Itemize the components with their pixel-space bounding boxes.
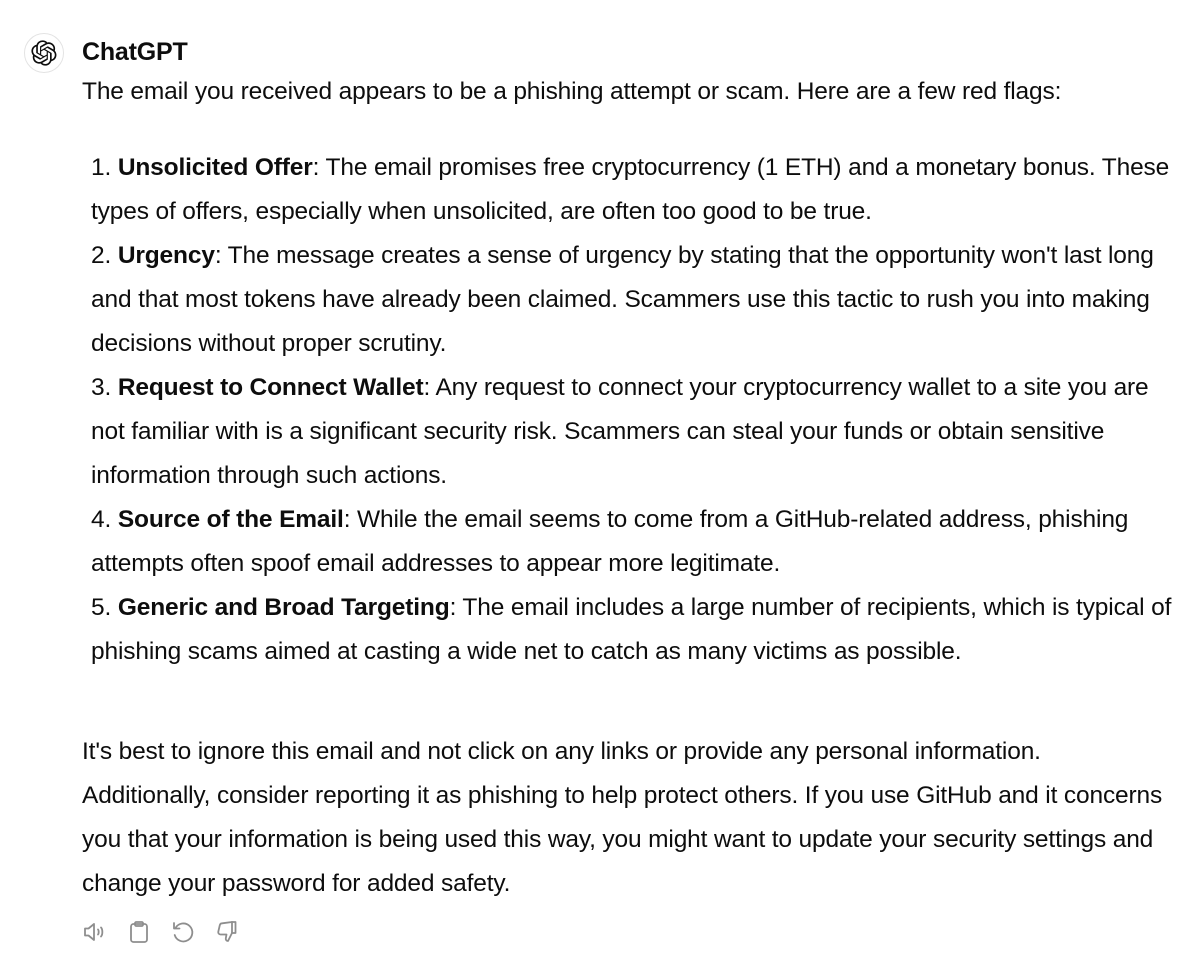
list-item [91,146,1172,234]
list-item-text: : Any request to connect your cryptocurrency wallet to a site you are not familiar with is a significant security risk. Scammers can steal your funds or obtain sensitive information through such actions. [91,374,1149,489]
copy-button[interactable] [124,917,154,947]
list-item-text: : While the email seems to come from a GitHub-related address, phishing attempts often spoof email addresses to appear more legitimate. [91,506,1129,577]
red-flags-list [82,146,1172,674]
speaker-icon [82,919,108,945]
list-item [91,586,1172,674]
list-item-title: Generic and Broad Targeting [117,594,450,621]
chatgpt-avatar [24,33,64,73]
message-content [82,70,1172,906]
list-item-number: 3. [91,374,112,401]
list-item-number: 5. [91,594,112,621]
message-actions [80,916,242,948]
list-item-text: : The email promises free cryptocurrency (1 ETH) and a monetary bonus. These types of offers, especially when unsolicited, are often too good to be true. [91,154,1170,225]
list-item-title: Source of the Email [117,506,344,533]
bad-response-button[interactable] [212,917,242,947]
list-item-title: Urgency [117,242,215,269]
list-item-number: 2. [91,242,112,269]
list-item-title: Unsolicited Offer [117,154,313,181]
list-item-number: 1. [91,154,112,181]
regenerate-icon [170,919,196,945]
list-item-title: Request to Connect Wallet [117,374,424,401]
list-item [91,498,1172,586]
clipboard-icon [126,919,152,945]
regenerate-button[interactable] [168,917,198,947]
list-item-text: : The email includes a large number of recipients, which is typical of phishing scams aimed at casting a wide net to catch as many victims as possible. [91,594,1172,665]
list-item-number: 4. [91,506,112,533]
message-closing: It's best to ignore this email and not click on any links or provide any personal information. Additionally, consider reporting it as phishing to help protect others. If you use GitHub and it concerns you that your information is being used this way, you might want to update your security settings and change your password for added safety. [82,738,1163,897]
message-intro: The email you received appears to be a phishing attempt or scam. Here are a few red flags: [82,78,1062,105]
thumbs-down-icon [214,919,240,945]
list-item-text: : The message creates a sense of urgency by stating that the opportunity won't last long and that most tokens have already been claimed. Scammers use this tactic to rush you into making decisions without proper scrutiny. [91,242,1154,357]
message-author: ChatGPT [82,38,188,66]
read-aloud-button[interactable] [80,917,110,947]
list-item [91,366,1172,498]
list-item [91,234,1172,366]
openai-logo-icon [31,40,57,66]
